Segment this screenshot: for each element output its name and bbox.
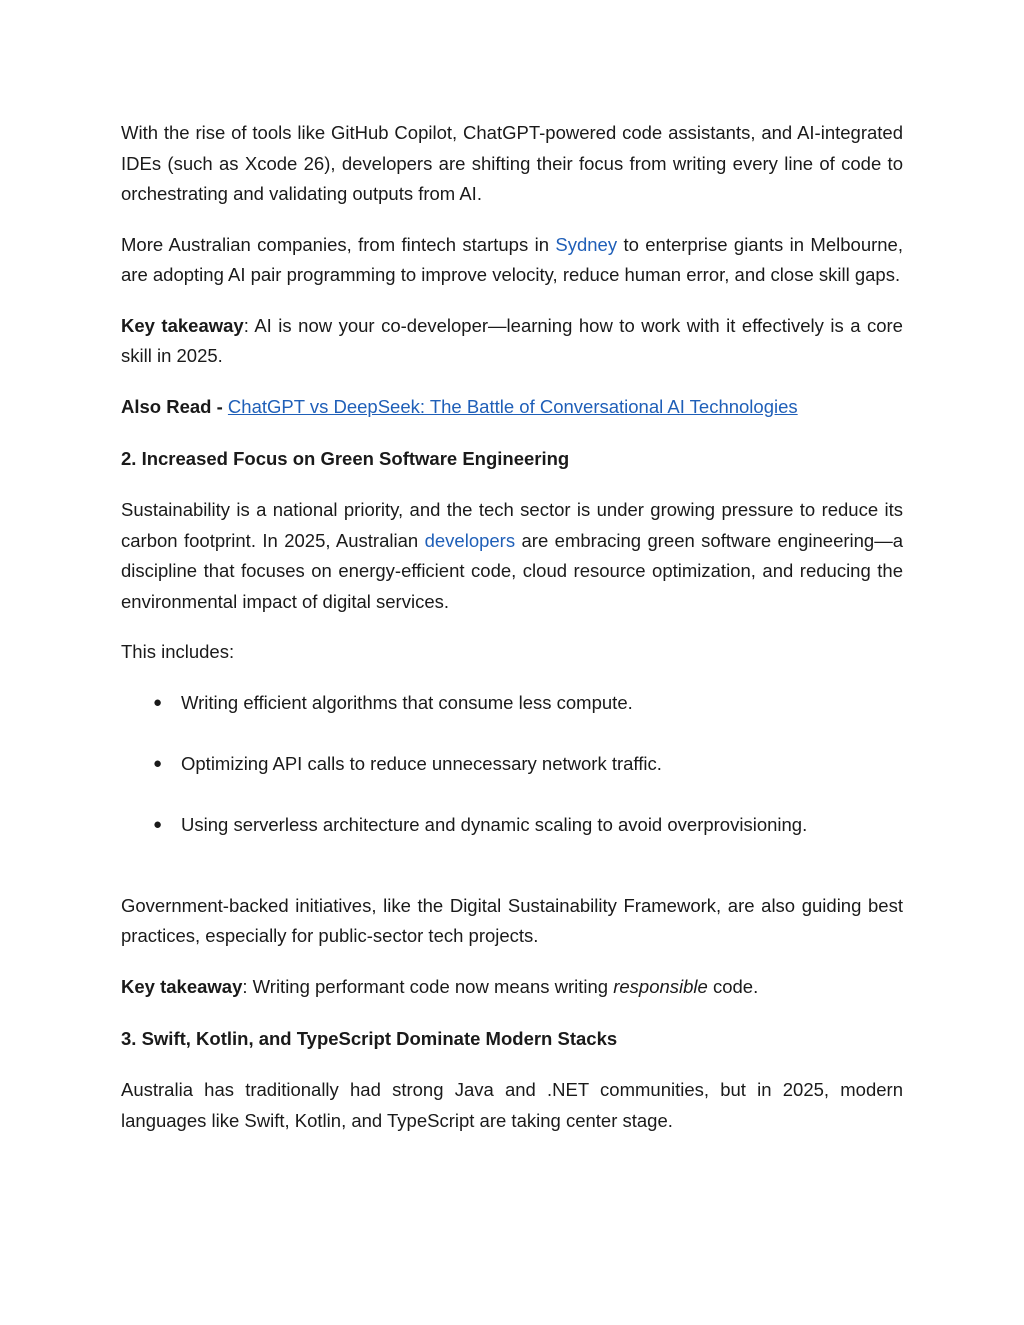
paragraph-government: Government-backed initiatives, like the Digital Sustainability Framework, are also guiding best practices, especially for public-sector tech projects. (121, 894, 903, 946)
developers-link[interactable]: developers (424, 529, 516, 551)
key-takeaway-ai (121, 311, 903, 372)
paragraph-text: to enterprise giants in Melbourne, are adopting AI pair programming to improve velocity, reduce human error, and close skill gaps. (121, 233, 903, 285)
section-heading-green-software: 2. Increased Focus on Green Software Engineering (121, 448, 570, 469)
also-read-link[interactable]: ChatGPT vs DeepSeek: The Battle of Conversational AI Technologies (227, 395, 798, 417)
paragraph-includes: This includes: (121, 641, 235, 662)
paragraph-ai-tools: With the rise of tools like GitHub Copilot, ChatGPT-powered code assistants, and AI-integrated IDEs (such as Xcode 26), developers are shifting their focus from writing every line of code to orchestrating and validating outputs from AI. (121, 122, 903, 204)
bullet-icon: ● (153, 754, 163, 772)
bullet-icon: ● (153, 693, 163, 711)
key-takeaway-responsible (121, 972, 903, 1003)
also-read-label: Also Read - (121, 395, 228, 417)
list-item-text: Using serverless architecture and dynamic scaling to avoid overprovisioning. (181, 813, 808, 835)
document-page (121, 118, 903, 1156)
paragraph-text: Sustainability is a national priority, and the tech sector is under growing pressure to reduce its carbon footprint. In 2025, Australian (121, 499, 903, 551)
key-takeaway-label: Key takeaway (121, 314, 244, 336)
list-item (121, 810, 903, 871)
key-takeaway-emphasis: responsible (613, 975, 708, 997)
list-item (121, 749, 903, 810)
paragraph-sustainability (121, 495, 903, 617)
section-heading-languages: 3. Swift, Kotlin, and TypeScript Dominate Modern Stacks (121, 1028, 618, 1049)
list-item (121, 688, 903, 749)
paragraph-australian-companies (121, 230, 903, 291)
list-item-text: Writing efficient algorithms that consume less compute. (181, 691, 633, 713)
bullet-icon: ● (153, 815, 163, 833)
bullet-list (121, 688, 903, 871)
key-takeaway-text: : Writing performant code now means writing (242, 975, 614, 997)
paragraph-languages: Australia has traditionally had strong Java and .NET communities, but in 2025, modern languages like Swift, Kotlin, and TypeScript are taking center stage. (121, 1079, 903, 1131)
key-takeaway-text: : AI is now your co-developer—learning how to work with it effectively is a core skill in 2025. (121, 314, 903, 366)
paragraph-text: are embracing green software engineering—a discipline that focuses on energy-efficient code, cloud resource optimization, and reducing the environmental impact of digital services. (121, 529, 903, 612)
key-takeaway-label: Key takeaway (121, 975, 243, 997)
sydney-link[interactable]: Sydney (555, 233, 618, 255)
also-read (121, 392, 903, 423)
list-item-text: Optimizing API calls to reduce unnecessary network traffic. (181, 752, 662, 774)
key-takeaway-text: code. (707, 975, 759, 997)
paragraph-text: More Australian companies, from fintech startups in (121, 233, 556, 255)
